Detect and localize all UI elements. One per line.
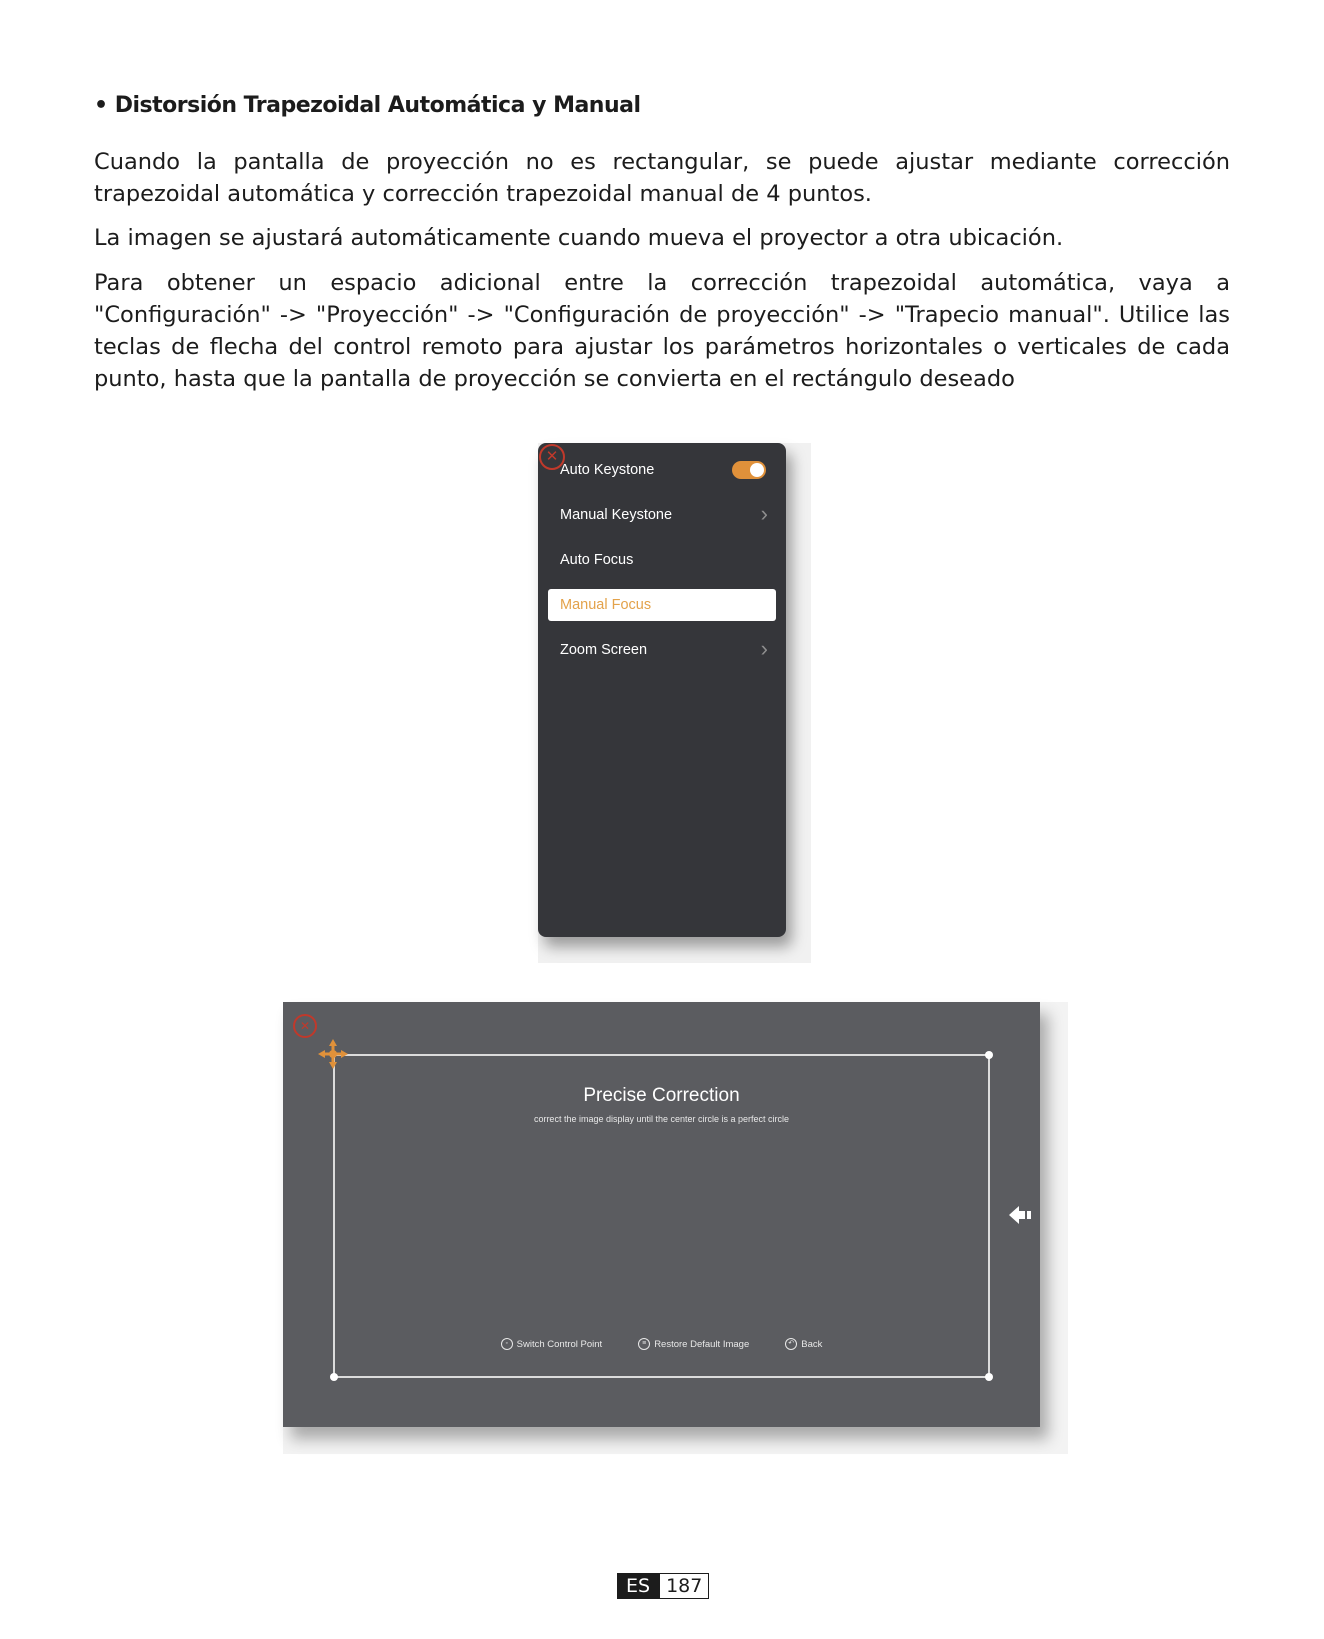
menu-item-auto-keystone[interactable] (548, 454, 776, 486)
close-icon[interactable]: ✕ (539, 444, 565, 470)
hint-bar (283, 1338, 1040, 1350)
paragraph-auto-adjust: La imagen se ajustará automáticamente cuando mueva el proyector a otra ubicación. (94, 225, 1064, 251)
menu-item-manual-keystone[interactable] (548, 499, 776, 531)
hint-label: Restore Default Image (654, 1338, 750, 1350)
language-label: ES (617, 1573, 659, 1599)
ok-button-icon: ◦ (501, 1338, 513, 1350)
menu-item-manual-focus[interactable] (548, 589, 776, 621)
menu-item-label: Auto Focus (560, 552, 634, 568)
hint-label: Switch Control Point (516, 1338, 603, 1350)
paragraph-intro: Cuando la pantalla de proyección no es rectangular, se puede ajustar mediante corrección trapezoidal automática y corrección trapezoidal manual de 4 puntos. (94, 149, 1230, 207)
correction-screenshot (283, 1002, 1068, 1454)
paragraph-instructions: Para obtener un espacio adicional entre la corrección trapezoidal automática, vaya a "Configuración" -> "Proyección" -> "Configuración de proyección" -> "Trapecio manual". Utilice las teclas de flecha del control remoto para ajustar los parámetros horizontales o verticales de cada punto, hasta que la pantalla de proyección se convierta en el rectángulo deseado (94, 270, 1230, 392)
arrow-left-icon (1008, 1204, 1034, 1226)
toggle-knob (750, 463, 764, 477)
page-number-value: 187 (659, 1573, 709, 1599)
control-point-bottom-left[interactable] (330, 1373, 338, 1381)
menu-item-zoom-screen[interactable] (548, 634, 776, 666)
menu-item-label: Manual Keystone (560, 507, 673, 523)
control-point-bottom-right[interactable] (985, 1373, 993, 1381)
menu-item-label: Auto Keystone (560, 462, 655, 478)
back-button-icon: ↶ (785, 1338, 797, 1350)
close-icon[interactable]: ✕ (293, 1014, 317, 1038)
section-heading: • Distorsión Trapezoidal Automática y Manual (94, 93, 641, 118)
menu-button-icon: ≡ (638, 1338, 650, 1350)
page-number (617, 1573, 709, 1599)
correction-subtitle: correct the image display until the center circle is a perfect circle (533, 1114, 790, 1124)
keystone-settings-menu (538, 443, 786, 937)
auto-keystone-toggle[interactable] (732, 461, 766, 479)
menu-screenshot (538, 443, 811, 963)
control-point-top-right[interactable] (985, 1051, 993, 1059)
hint-label: Back (801, 1338, 823, 1350)
precise-correction-screen (283, 1002, 1040, 1427)
hint-switch-control-point (501, 1338, 603, 1350)
correction-title: Precise Correction (583, 1085, 740, 1106)
chevron-right-icon: › (760, 501, 768, 526)
menu-item-label: Zoom Screen (560, 642, 648, 658)
menu-item-label: Manual Focus (560, 597, 652, 613)
hint-back (785, 1338, 822, 1350)
hint-restore-default (638, 1338, 749, 1350)
chevron-right-icon: › (760, 636, 768, 661)
move-handle-icon[interactable] (317, 1038, 349, 1070)
menu-item-auto-focus[interactable] (548, 544, 776, 576)
